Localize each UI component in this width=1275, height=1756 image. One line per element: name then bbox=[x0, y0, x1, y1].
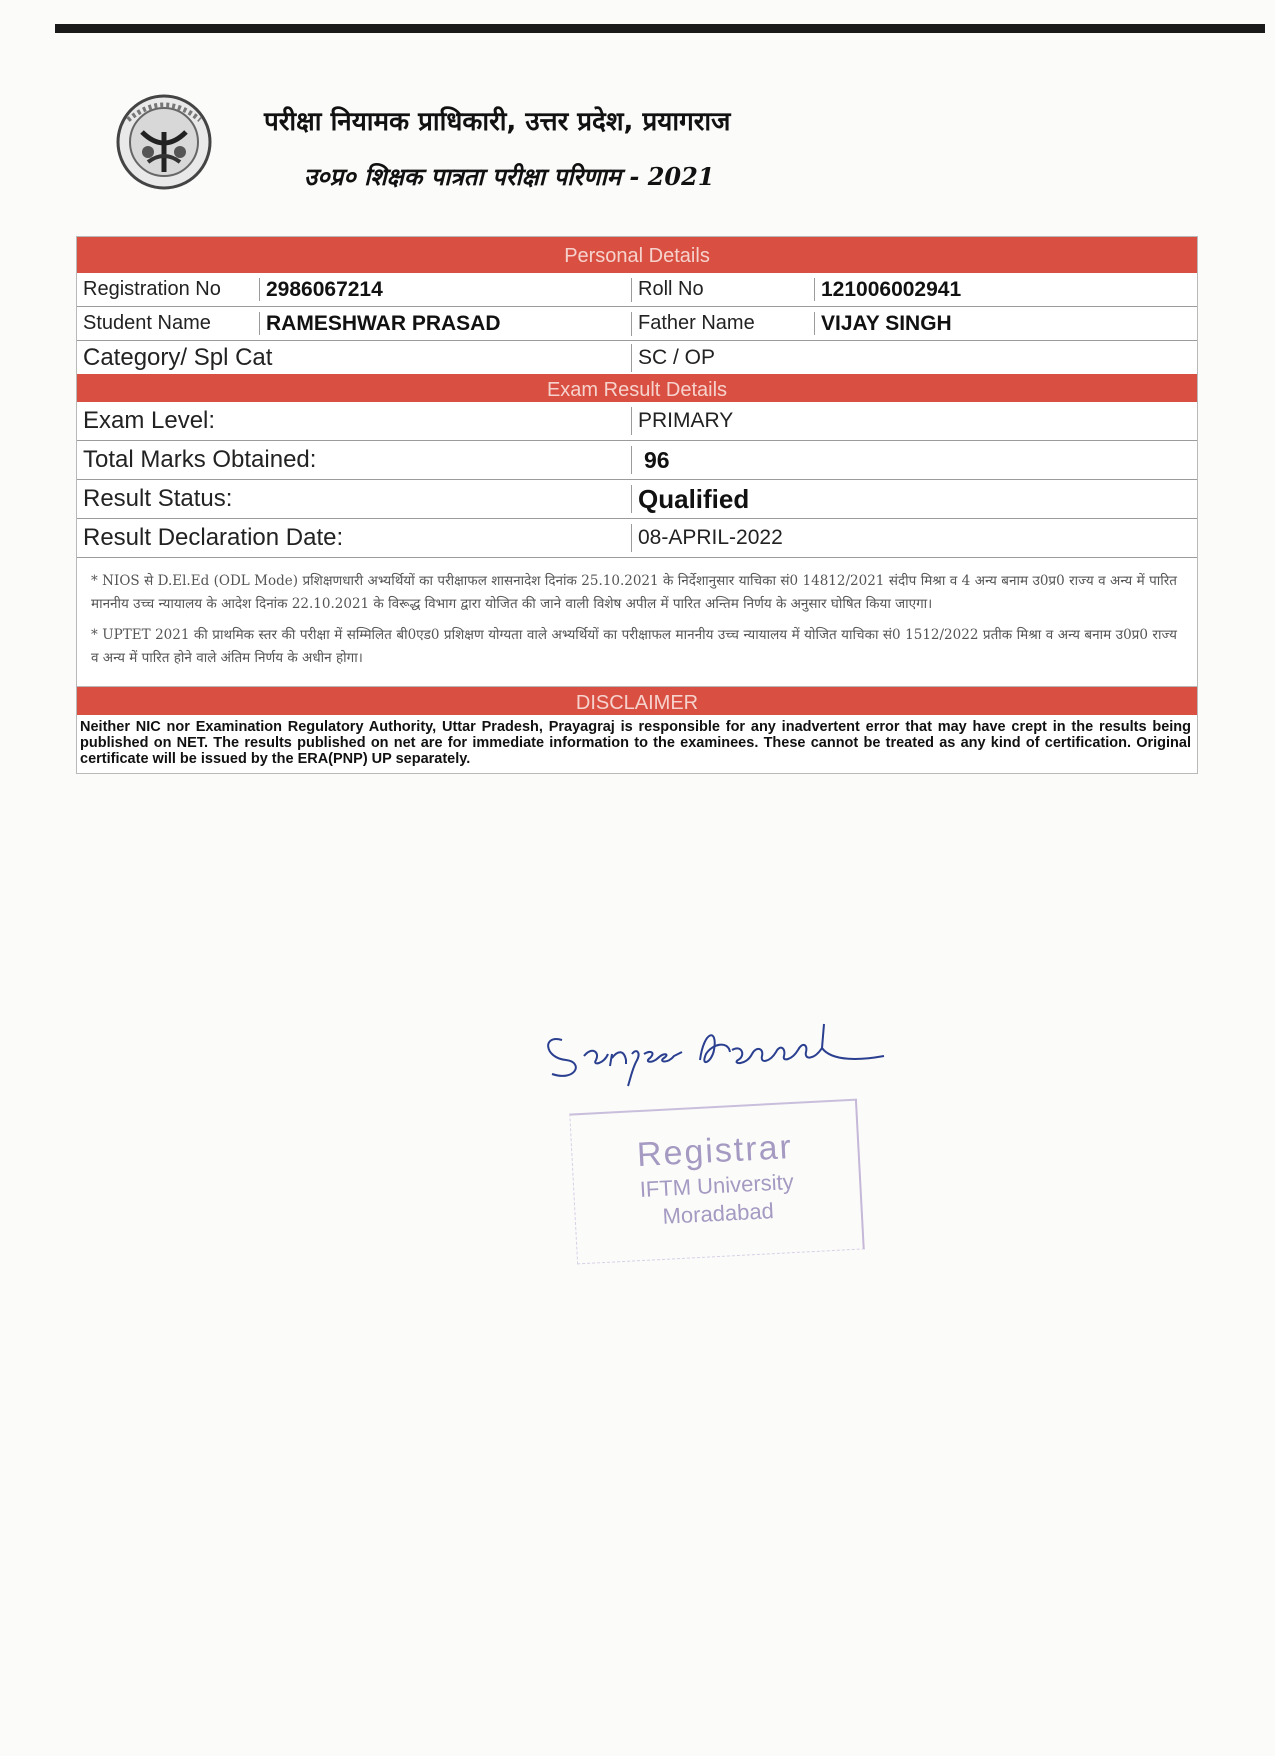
stamp-city: Moradabad bbox=[661, 1198, 775, 1229]
notes-block bbox=[77, 558, 1197, 687]
disclaimer-header: DISCLAIMER bbox=[77, 687, 1197, 715]
roll-label: Roll No bbox=[632, 278, 815, 301]
status-label: Result Status: bbox=[77, 485, 632, 513]
result-subtitle: उ०प्र० शिक्षक पात्रता परीक्षा परिणाम - 2021 bbox=[304, 162, 715, 191]
father-label: Father Name bbox=[632, 312, 815, 335]
exam-level-row bbox=[77, 402, 1197, 441]
roll-value: 121006002941 bbox=[821, 277, 962, 301]
registrar-signature bbox=[532, 1000, 892, 1090]
registration-label: Registration No bbox=[77, 278, 260, 301]
student-row bbox=[77, 307, 1197, 341]
registration-value: 2986067214 bbox=[260, 278, 632, 302]
up-state-emblem-icon bbox=[108, 92, 220, 192]
top-rule bbox=[55, 24, 1265, 33]
marks-label: Total Marks Obtained: bbox=[77, 446, 632, 474]
marks-value: 96 bbox=[644, 446, 670, 473]
father-value: VIJAY SINGH bbox=[821, 311, 952, 335]
stamp-university: IFTM University bbox=[639, 1169, 795, 1203]
authority-title: परीक्षा नियामक प्राधिकारी, उत्तर प्रदेश, प्रयागराज bbox=[264, 107, 731, 137]
category-row bbox=[77, 341, 1197, 374]
note-uptet: * UPTET 2021 की प्राथमिक स्तर की परीक्षा में सम्मिलित बी0एड0 प्रशिक्षण योग्यता वाले अभ्यर्थियों का परीक्षाफल माननीय उच्च न्यायालय में योजित याचिका सं0 1512/2022 प्रतीक मिश्रा व अन्य बनाम उ0प्र0 राज्य व अन्य में पारित होने वाले अंतिम निर्णय के अधीन होगा। bbox=[91, 627, 1177, 666]
disclaimer-text: Neither NIC nor Examination Regulatory Authority, Uttar Pradesh, Prayagraj is responsible for any inadvertent error that may have crept in the results being published on NET. The results published on net are for immediate information to the examinees. These cannot be treated as any kind of certification. Original certificate will be issued by the ERA(PNP) UP separately. bbox=[80, 719, 1191, 767]
category-value: SC / OP bbox=[638, 345, 716, 369]
registrar-stamp bbox=[569, 1099, 865, 1265]
student-label: Student Name bbox=[77, 312, 260, 335]
exam-level-label: Exam Level: bbox=[77, 407, 632, 435]
result-card bbox=[76, 236, 1198, 774]
exam-level-value: PRIMARY bbox=[638, 409, 734, 432]
category-label: Category/ Spl Cat bbox=[77, 344, 632, 372]
personal-details-header: Personal Details bbox=[77, 237, 1197, 273]
status-row bbox=[77, 480, 1197, 519]
declaration-label: Result Declaration Date: bbox=[77, 524, 632, 552]
student-value: RAMESHWAR PRASAD bbox=[260, 312, 632, 336]
note-nios: * NIOS से D.El.Ed (ODL Mode) प्रशिक्षणधारी अभ्यर्थियों का परीक्षाफल शासनादेश दिनांक 25.10.2021 के निर्देशानुसार याचिका सं0 14812/2021 संदीप मिश्रा व 4 अन्य बनाम उ0प्र0 राज्य व अन्य में पारित माननीय उच्च न्यायालय के आदेश दिनांक 22.10.2021 के विरूद्ध विभाग द्वारा योजित की जाने वाली विशेष अपील में पारित अन्तिम निर्णय के अनुसार घोषित किया जाएगा। bbox=[91, 573, 1177, 612]
stamp-registrar: Registrar bbox=[636, 1128, 794, 1175]
exam-details-header: Exam Result Details bbox=[77, 374, 1197, 402]
declaration-value: 08-APRIL-2022 bbox=[638, 526, 783, 549]
registration-row bbox=[77, 273, 1197, 307]
marks-row bbox=[77, 441, 1197, 480]
declaration-row bbox=[77, 519, 1197, 558]
status-value: Qualified bbox=[638, 483, 750, 514]
